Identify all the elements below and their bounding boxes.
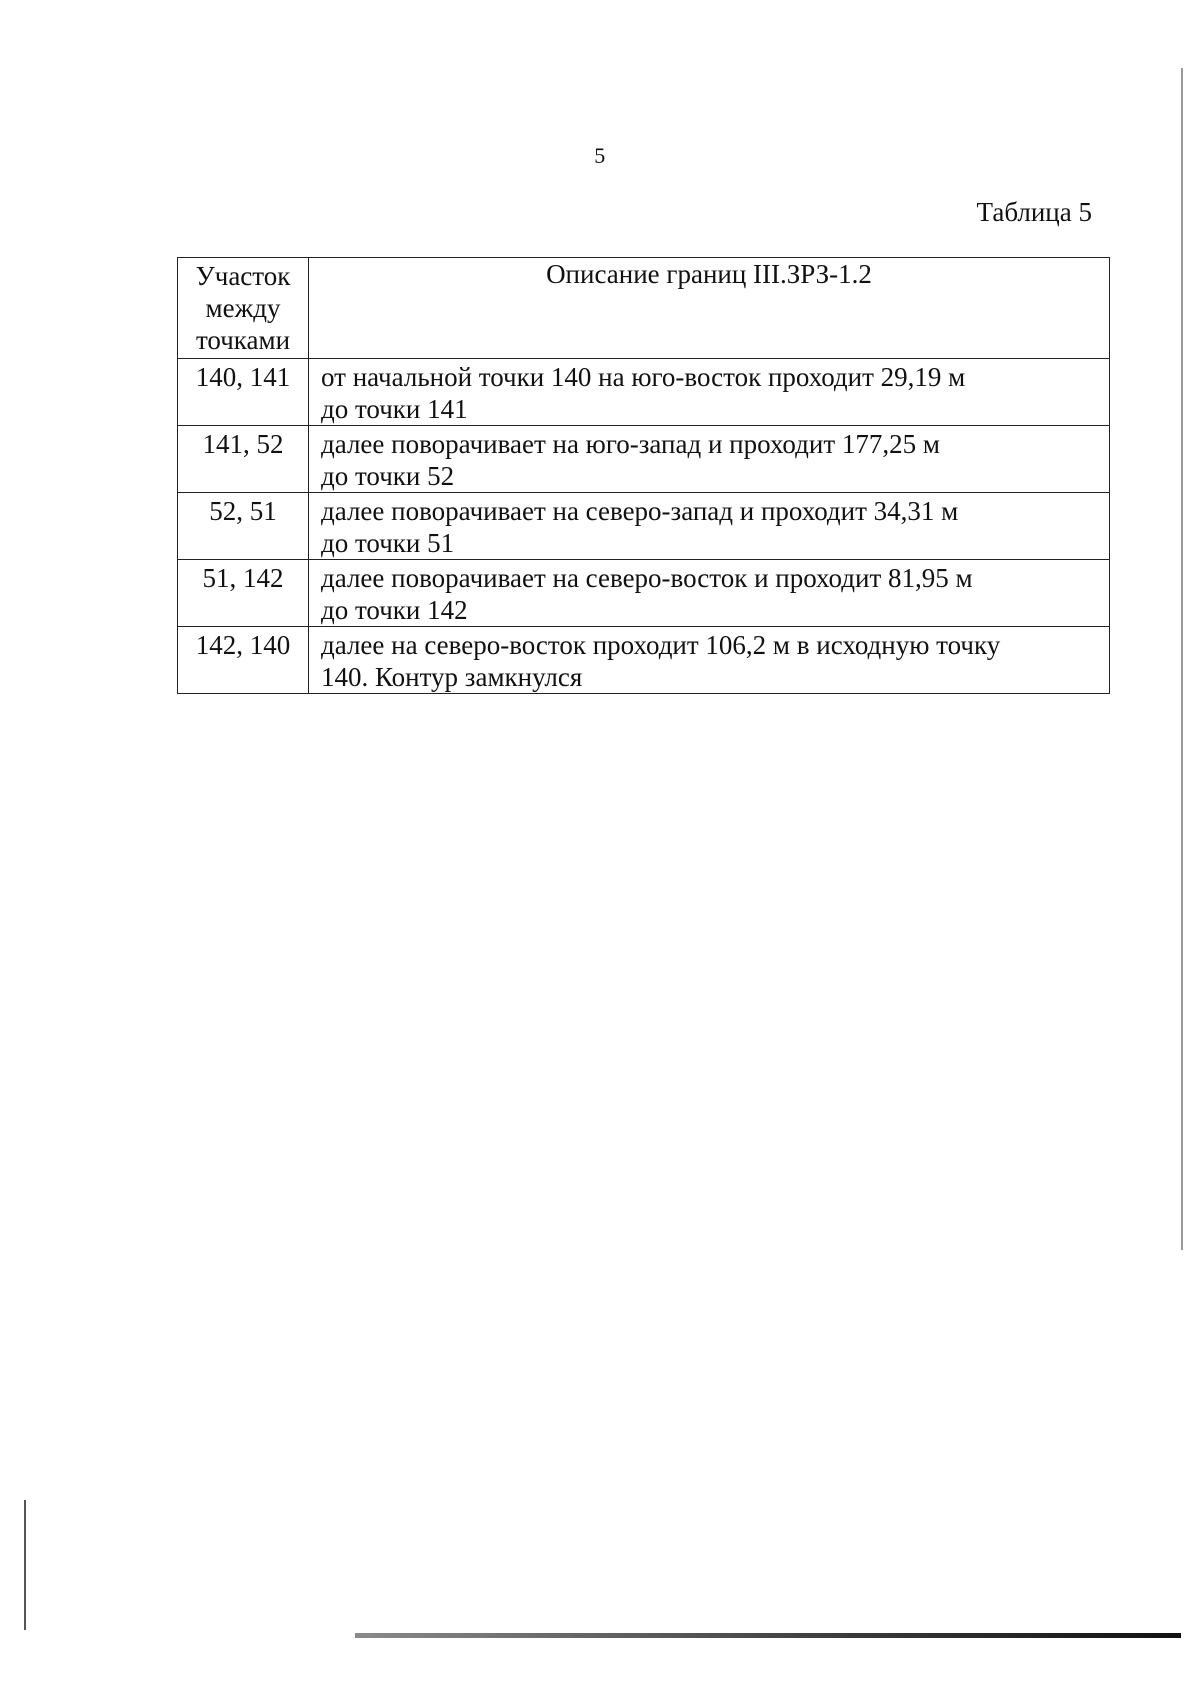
page-number: 5: [594, 143, 606, 168]
header-segment-line: между: [205, 293, 281, 323]
table-row: [178, 359, 1110, 426]
description-cell: [309, 359, 1110, 426]
segment-cell: 141, 52: [178, 426, 309, 493]
description-line: до точки 51: [321, 528, 455, 558]
scan-edge-left: [24, 1500, 26, 1630]
segment-cell: 142, 140: [178, 627, 309, 694]
description-cell: [309, 627, 1110, 694]
description-line: до точки 141: [321, 394, 468, 424]
description-line: 140. Контур замкнулся: [321, 662, 583, 692]
table-row: [178, 493, 1110, 560]
header-segment-line: Участок: [195, 261, 291, 291]
description-line: далее на северо-восток проходит 106,2 м в исходную точку: [321, 630, 1001, 660]
description-cell: [309, 493, 1110, 560]
header-segment: [178, 258, 309, 359]
segment-cell: 51, 142: [178, 560, 309, 627]
scan-edge-bottom: [355, 1633, 1181, 1638]
description-line: от начальной точки 140 на юго-восток проходит 29,19 м: [321, 362, 966, 392]
description-line: до точки 142: [321, 595, 468, 625]
description-cell: [309, 426, 1110, 493]
description-line: далее поворачивает на юго-запад и проходит 177,25 м: [321, 429, 940, 459]
segment-cell: 52, 51: [178, 493, 309, 560]
table-row: [178, 560, 1110, 627]
table-row: [178, 426, 1110, 493]
description-cell: [309, 560, 1110, 627]
table-caption: Таблица 5: [976, 197, 1092, 227]
header-description: Описание границ III.ЗРЗ-1.2: [309, 258, 1110, 359]
table-header-row: [178, 258, 1110, 359]
header-segment-line: точками: [195, 325, 291, 355]
segment-cell: 140, 141: [178, 359, 309, 426]
boundary-description-table: [177, 257, 1110, 694]
table-row: [178, 627, 1110, 694]
description-line: далее поворачивает на северо-восток и проходит 81,95 м: [321, 563, 973, 593]
description-line: далее поворачивает на северо-запад и проходит 34,31 м: [321, 496, 959, 526]
description-line: до точки 52: [321, 461, 455, 491]
scan-edge-right: [1181, 68, 1183, 1250]
